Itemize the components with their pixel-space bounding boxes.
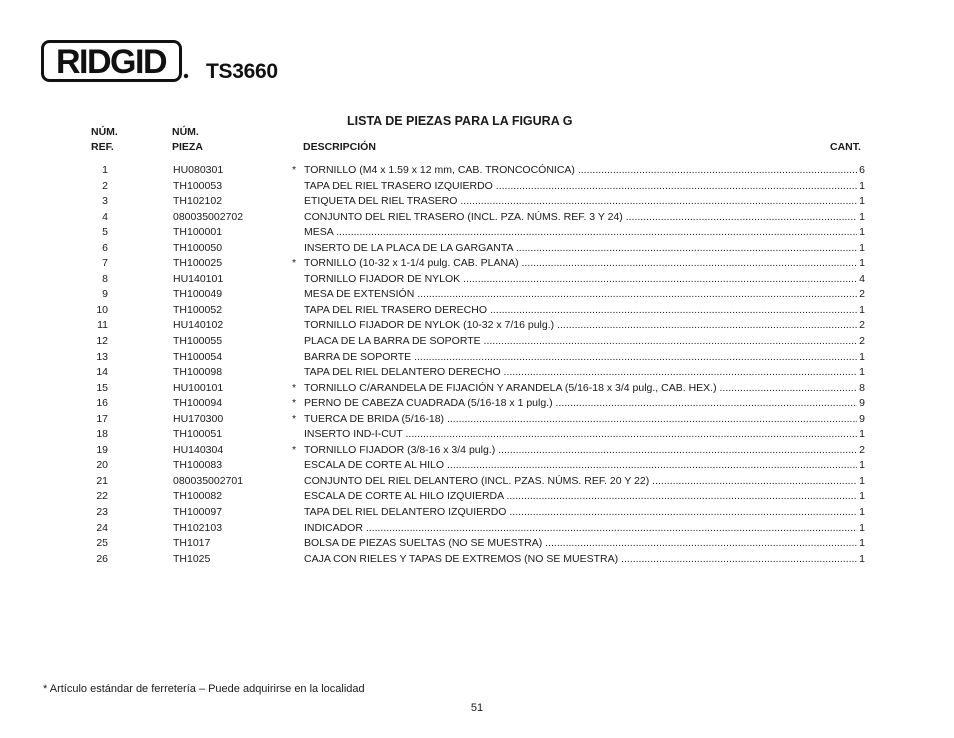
part-description: TORNILLO FIJADOR (3/8-16 x 3/4 pulg.) ..... [304, 443, 857, 459]
table-row [0, 241, 954, 257]
header-part-num: NÚM. [172, 126, 199, 138]
part-quantity: 1 [859, 257, 865, 270]
part-description: PERNO DE CABEZA CUADRADA (5/16-18 x 1 pulg.) ..... [304, 396, 857, 412]
part-number: TH102103 [173, 521, 223, 534]
part-ref: 22 [96, 490, 108, 503]
part-quantity: 1 [859, 459, 865, 472]
part-quantity: 1 [859, 521, 865, 534]
part-number: TH100025 [173, 257, 223, 270]
part-ref: 16 [96, 397, 108, 410]
part-quantity: 4 [859, 272, 865, 285]
table-row [0, 225, 954, 241]
part-quantity: 1 [859, 506, 865, 519]
part-description: BOLSA DE PIEZAS SUELTAS (NO SE MUESTRA) ..... [304, 536, 857, 552]
table-row [0, 396, 954, 412]
part-number: HU080301 [173, 164, 224, 176]
part-description: PLACA DE LA BARRA DE SOPORTE ..... [304, 334, 857, 350]
part-ref: 14 [96, 366, 108, 379]
part-description: ETIQUETA DEL RIEL TRASERO ..... [304, 194, 857, 210]
part-number: 080035002701 [173, 474, 244, 487]
part-description: INDICADOR ..... [304, 521, 857, 537]
part-description: TORNILLO (10-32 x 1-1/4 pulg. CAB. PLANA) ..... [304, 256, 857, 272]
table-row [0, 334, 954, 350]
ridgid-logo [41, 40, 191, 82]
table-row [0, 256, 954, 272]
part-description: BARRA DE SOPORTE ..... [304, 350, 857, 366]
table-row [0, 318, 954, 334]
part-number: TH100054 [173, 350, 223, 363]
footnote: * Artículo estándar de ferretería – Puede adquirirse en la localidad [43, 683, 365, 695]
table-row [0, 194, 954, 210]
part-quantity: 1 [859, 428, 865, 441]
part-description: ESCALA DE CORTE AL HILO IZQUIERDA ..... [304, 489, 857, 505]
header-quantity: CANT. [830, 141, 861, 153]
part-number: TH100097 [173, 506, 223, 519]
table-row [0, 412, 954, 428]
part-ref: 15 [96, 381, 108, 394]
part-number: TH100083 [173, 459, 223, 472]
part-description: TAPA DEL RIEL TRASERO DERECHO ..... [304, 303, 857, 319]
hardware-asterisk: * [292, 381, 297, 394]
part-ref: 17 [96, 412, 108, 425]
part-quantity: 1 [859, 552, 865, 565]
part-ref: 7 [102, 257, 108, 270]
part-ref: 20 [96, 459, 108, 472]
part-description: TORNILLO C/ARANDELA DE FIJACIÓN Y ARANDELA (5/16-18 x 3/4 pulg., CAB. HEX.) ..... [304, 381, 857, 397]
part-number: HU140304 [173, 443, 224, 456]
part-ref: 19 [96, 443, 108, 456]
table-row [0, 210, 954, 226]
part-quantity: 1 [859, 303, 865, 316]
part-ref: 5 [102, 226, 108, 239]
part-description: TORNILLO FIJADOR DE NYLOK ..... [304, 272, 857, 288]
part-quantity: 1 [859, 179, 865, 192]
table-row [0, 443, 954, 459]
part-description: TAPA DEL RIEL DELANTERO DERECHO ..... [304, 365, 857, 381]
part-quantity: 1 [859, 241, 865, 254]
part-ref: 12 [96, 335, 108, 348]
page-number: 51 [470, 702, 484, 714]
part-description: MESA DE EXTENSIÓN ..... [304, 287, 857, 303]
part-ref: 18 [96, 428, 108, 441]
part-number: TH100055 [173, 335, 223, 348]
part-quantity: 9 [859, 397, 865, 410]
part-number: TH100098 [173, 366, 223, 379]
table-row [0, 365, 954, 381]
part-number: HU140102 [173, 319, 224, 332]
header-ref [91, 125, 118, 155]
part-quantity: 1 [859, 210, 865, 223]
part-ref: 10 [96, 303, 108, 316]
table-row [0, 427, 954, 443]
table-row [0, 521, 954, 537]
part-description: CONJUNTO DEL RIEL TRASERO (INCL. PZA. NÚMS. REF. 3 Y 24) ..... [304, 210, 857, 226]
table-row [0, 505, 954, 521]
part-description: TAPA DEL RIEL TRASERO IZQUIERDO ..... [304, 179, 857, 195]
part-description: INSERTO DE LA PLACA DE LA GARGANTA ..... [304, 241, 857, 257]
part-description: TUERCA DE BRIDA (5/16-18) ..... [304, 412, 857, 428]
part-number: TH100001 [173, 226, 223, 239]
part-ref: 9 [102, 288, 108, 301]
part-ref: 13 [96, 350, 108, 363]
hardware-asterisk: * [292, 397, 297, 410]
table-row [0, 179, 954, 195]
table-row [0, 287, 954, 303]
part-number: TH100094 [173, 397, 223, 410]
part-number: HU140101 [173, 272, 224, 285]
part-ref: 24 [96, 521, 108, 534]
part-description: INSERTO IND-I-CUT ..... [304, 427, 857, 443]
table-row [0, 303, 954, 319]
part-quantity: 1 [859, 537, 865, 550]
header-ref-ref: REF. [91, 141, 114, 153]
part-quantity: 8 [859, 381, 865, 394]
hardware-asterisk: * [292, 443, 297, 456]
hardware-asterisk: * [292, 257, 297, 270]
part-ref: 11 [97, 319, 108, 332]
part-quantity: 1 [859, 226, 865, 239]
part-ref: 1 [102, 164, 108, 176]
part-quantity: 9 [859, 412, 865, 425]
part-quantity: 2 [859, 335, 865, 348]
part-description: TAPA DEL RIEL DELANTERO IZQUIERDO ..... [304, 505, 857, 521]
part-number: 080035002702 [173, 210, 244, 223]
table-row [0, 536, 954, 552]
part-number: TH102102 [173, 195, 223, 208]
part-quantity: 2 [859, 443, 865, 456]
part-ref: 3 [102, 195, 108, 208]
part-description: MESA ..... [304, 225, 857, 241]
part-number: TH100052 [173, 303, 223, 316]
part-quantity: 1 [859, 490, 865, 503]
part-number: TH100051 [173, 428, 223, 441]
table-row [0, 552, 954, 568]
header-part [172, 125, 203, 155]
part-quantity: 6 [859, 164, 865, 176]
table-row [0, 381, 954, 397]
part-ref: 23 [96, 506, 108, 519]
table-row [0, 489, 954, 505]
part-quantity: 2 [859, 288, 865, 301]
part-ref: 21 [96, 474, 108, 487]
part-number: HU170300 [173, 412, 224, 425]
part-number: TH1017 [173, 537, 211, 550]
header-description: DESCRIPCIÓN [303, 141, 376, 153]
part-ref: 8 [102, 272, 108, 285]
part-number: TH100053 [173, 179, 223, 192]
part-ref: 2 [102, 179, 108, 192]
hardware-asterisk: * [292, 412, 297, 425]
table-row [0, 458, 954, 474]
part-ref: 26 [96, 552, 108, 565]
table-row [0, 350, 954, 366]
table-row [0, 163, 954, 179]
part-description: ESCALA DE CORTE AL HILO ..... [304, 458, 857, 474]
part-number: TH1025 [173, 552, 211, 565]
header-part-pieza: PIEZA [172, 141, 203, 153]
part-ref: 25 [96, 537, 108, 550]
part-quantity: 1 [859, 474, 865, 487]
parts-list-title: LISTA DE PIEZAS PARA LA FIGURA G [347, 114, 573, 128]
part-number: HU100101 [173, 381, 224, 394]
model-number: TS3660 [206, 60, 278, 83]
part-number: TH100050 [173, 241, 223, 254]
part-description: TORNILLO (M4 x 1.59 x 12 mm, CAB. TRONCOCÓNICA) ..... [304, 163, 857, 179]
parts-table [0, 163, 954, 567]
table-row [0, 272, 954, 288]
part-description: CAJA CON RIELES Y TAPAS DE EXTREMOS (NO SE MUESTRA) ..... [304, 552, 857, 568]
part-number: TH100049 [173, 288, 223, 301]
part-description: TORNILLO FIJADOR DE NYLOK (10-32 x 7/16 pulg.) ..... [304, 318, 857, 334]
header-ref-num: NÚM. [91, 126, 118, 138]
part-description: CONJUNTO DEL RIEL DELANTERO (INCL. PZAS. NÚMS. REF. 20 Y 22) ..... [304, 474, 857, 490]
part-number: TH100082 [173, 490, 223, 503]
part-quantity: 1 [859, 350, 865, 363]
part-quantity: 1 [859, 366, 865, 379]
part-ref: 4 [102, 210, 108, 223]
part-quantity: 2 [859, 319, 865, 332]
table-row [0, 474, 954, 490]
part-quantity: 1 [859, 195, 865, 208]
hardware-asterisk: * [292, 164, 297, 176]
svg-text:RIDGID: RIDGID [56, 43, 166, 81]
part-ref: 6 [102, 241, 108, 254]
